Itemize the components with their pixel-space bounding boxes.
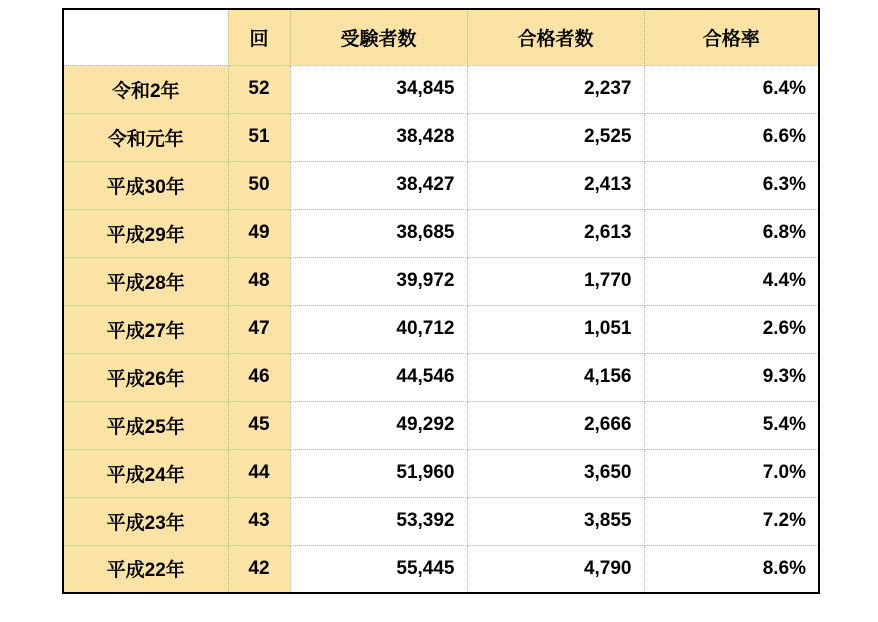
table-row	[63, 209, 819, 257]
table-row	[63, 113, 819, 161]
cell-applicants: 55,445	[290, 545, 467, 593]
cell-year: 平成23年	[63, 497, 228, 545]
column-header-round: 回	[228, 9, 290, 65]
cell-year: 令和2年	[63, 65, 228, 113]
column-header-year	[63, 9, 228, 65]
cell-rate: 6.6%	[644, 113, 819, 161]
cell-applicants: 38,428	[290, 113, 467, 161]
cell-round: 50	[228, 161, 290, 209]
cell-passers: 2,525	[467, 113, 644, 161]
table-row	[63, 545, 819, 593]
table-row	[63, 257, 819, 305]
column-header-passers: 合格者数	[467, 9, 644, 65]
cell-applicants: 51,960	[290, 449, 467, 497]
table-row	[63, 449, 819, 497]
cell-applicants: 49,292	[290, 401, 467, 449]
cell-year: 平成22年	[63, 545, 228, 593]
cell-applicants: 53,392	[290, 497, 467, 545]
exam-results-table	[62, 8, 820, 594]
cell-year: 平成30年	[63, 161, 228, 209]
cell-passers: 2,613	[467, 209, 644, 257]
cell-passers: 2,237	[467, 65, 644, 113]
cell-passers: 3,650	[467, 449, 644, 497]
cell-round: 52	[228, 65, 290, 113]
cell-applicants: 44,546	[290, 353, 467, 401]
cell-rate: 7.0%	[644, 449, 819, 497]
cell-year: 平成25年	[63, 401, 228, 449]
cell-rate: 4.4%	[644, 257, 819, 305]
cell-rate: 6.4%	[644, 65, 819, 113]
cell-year: 平成28年	[63, 257, 228, 305]
cell-round: 44	[228, 449, 290, 497]
cell-round: 46	[228, 353, 290, 401]
cell-applicants: 40,712	[290, 305, 467, 353]
cell-round: 51	[228, 113, 290, 161]
cell-year: 平成27年	[63, 305, 228, 353]
cell-rate: 9.3%	[644, 353, 819, 401]
cell-round: 49	[228, 209, 290, 257]
cell-passers: 4,156	[467, 353, 644, 401]
cell-round: 42	[228, 545, 290, 593]
cell-passers: 4,790	[467, 545, 644, 593]
cell-round: 45	[228, 401, 290, 449]
cell-passers: 2,413	[467, 161, 644, 209]
cell-passers: 1,051	[467, 305, 644, 353]
cell-rate: 6.3%	[644, 161, 819, 209]
table-row	[63, 161, 819, 209]
cell-year: 平成24年	[63, 449, 228, 497]
cell-round: 47	[228, 305, 290, 353]
cell-round: 48	[228, 257, 290, 305]
cell-rate: 8.6%	[644, 545, 819, 593]
cell-passers: 1,770	[467, 257, 644, 305]
table-row	[63, 401, 819, 449]
table-header-row	[63, 9, 819, 65]
cell-applicants: 39,972	[290, 257, 467, 305]
table-row	[63, 65, 819, 113]
cell-passers: 2,666	[467, 401, 644, 449]
cell-applicants: 38,427	[290, 161, 467, 209]
table-body	[63, 65, 819, 593]
cell-applicants: 38,685	[290, 209, 467, 257]
cell-year: 平成29年	[63, 209, 228, 257]
cell-rate: 2.6%	[644, 305, 819, 353]
cell-rate: 6.8%	[644, 209, 819, 257]
cell-applicants: 34,845	[290, 65, 467, 113]
cell-year: 平成26年	[63, 353, 228, 401]
column-header-applicants: 受験者数	[290, 9, 467, 65]
cell-rate: 5.4%	[644, 401, 819, 449]
cell-year: 令和元年	[63, 113, 228, 161]
cell-round: 43	[228, 497, 290, 545]
table-row	[63, 353, 819, 401]
cell-passers: 3,855	[467, 497, 644, 545]
column-header-rate: 合格率	[644, 9, 819, 65]
table-row	[63, 305, 819, 353]
cell-rate: 7.2%	[644, 497, 819, 545]
table-row	[63, 497, 819, 545]
